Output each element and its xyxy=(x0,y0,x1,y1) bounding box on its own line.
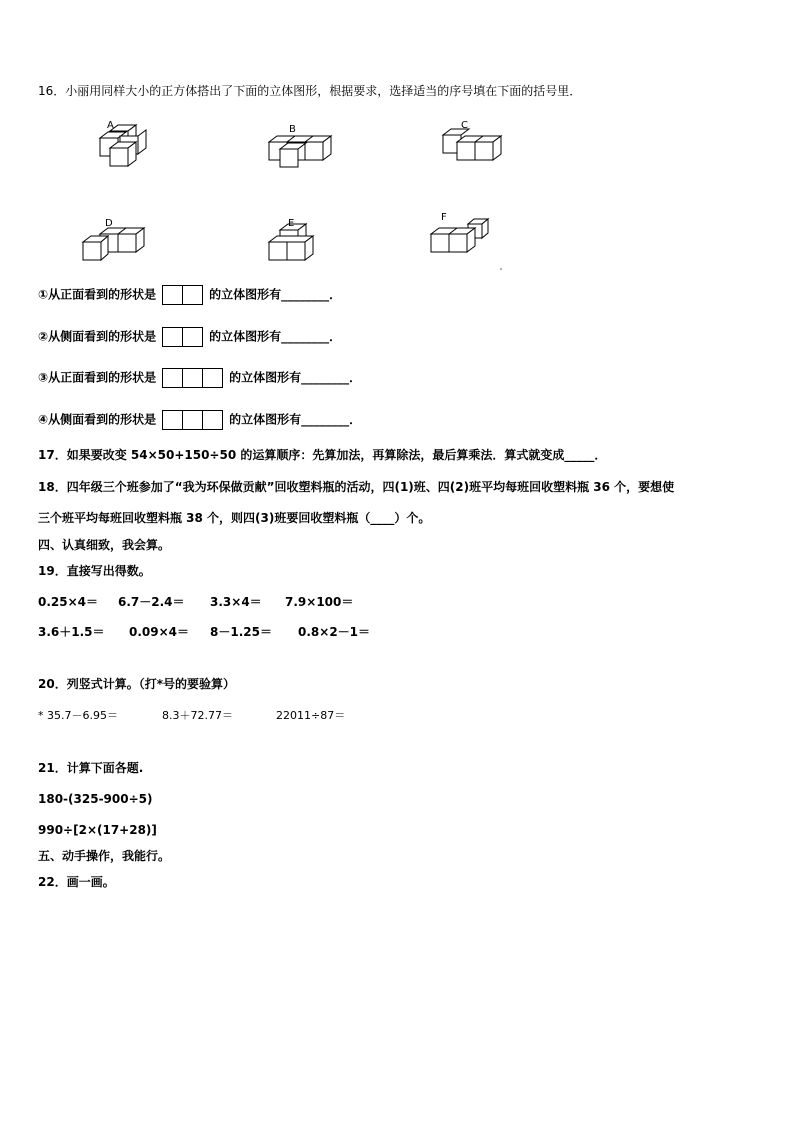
figure-f xyxy=(428,210,508,270)
figure-c xyxy=(440,118,504,168)
q19-item: 3.6＋1.5＝ xyxy=(38,625,105,639)
q19-title: 19．直接写出得数。 xyxy=(38,564,151,578)
figure-e-label: E xyxy=(288,218,295,229)
figure-d-label: D xyxy=(105,218,113,229)
figure-b xyxy=(266,122,336,172)
two-square-shape xyxy=(162,327,203,347)
q16-sub4-prefix: ④从侧面看到的形状是 xyxy=(38,412,157,427)
q22-text: 22．画一画。 xyxy=(38,875,115,889)
q16-sub2-prefix: ②从侧面看到的形状是 xyxy=(38,329,157,344)
section-5-heading: 五、动手操作，我能行。 xyxy=(38,849,171,863)
q16-sub3-suffix: 的立体图形有________． xyxy=(229,370,362,385)
figure-f-label: F xyxy=(441,212,447,223)
section-4-heading: 四、认真细致，我会算。 xyxy=(38,538,171,552)
q16-sub1-suffix: 的立体图形有________． xyxy=(209,287,342,302)
figure-a xyxy=(98,118,158,174)
q21-title: 21．计算下面各题. xyxy=(38,761,144,775)
q21-expression-2: 990÷[2×(17+28)] xyxy=(38,823,157,837)
q19-item: 0.25×4＝ xyxy=(38,595,99,609)
q19-item: 8－1.25＝ xyxy=(210,625,272,639)
q16-sub3-prefix: ③从正面看到的形状是 xyxy=(38,370,157,385)
q20-item: 8.3＋72.77＝ xyxy=(162,709,233,722)
figure-e xyxy=(266,216,326,266)
q18-line2: 三个班平均每班回收塑料瓶 38 个，则四(3)班要回收塑料瓶（____）个。 xyxy=(38,511,431,525)
q16-sub4-suffix: 的立体图形有________． xyxy=(229,412,362,427)
figure-d xyxy=(80,216,154,266)
figure-b-label: B xyxy=(289,124,296,135)
three-square-shape xyxy=(162,410,223,430)
figure-a-label: A xyxy=(107,120,114,131)
q19-item: 0.09×4＝ xyxy=(129,625,190,639)
q20-item: 22011÷87＝ xyxy=(276,709,346,722)
q16-text: 16．小丽用同样大小的正方体搭出了下面的立体图形，根据要求，选择适当的序号填在下面的括号里． xyxy=(38,84,582,98)
q18-line1: 18．四年级三个班参加了“我为环保做贡献”回收塑料瓶的活动，四(1)班、四(2)班平均每班回收塑料瓶 36 个，要想使 xyxy=(38,480,675,494)
q20-title: 20．列竖式计算。（打*号的要验算） xyxy=(38,677,235,691)
q16-sub2 xyxy=(38,327,341,347)
q16-sub4 xyxy=(38,410,361,430)
q19-item: 3.3×4＝ xyxy=(210,595,262,609)
figure-c-label: C xyxy=(461,120,468,131)
q19-item: 7.9×100＝ xyxy=(285,595,354,609)
q16-sub2-suffix: 的立体图形有________． xyxy=(209,329,342,344)
q19-item: 0.8×2－1＝ xyxy=(298,625,371,639)
q16-sub1 xyxy=(38,285,341,305)
q19-item: 6.7－2.4＝ xyxy=(118,595,185,609)
two-square-shape xyxy=(162,285,203,305)
q16-sub3 xyxy=(38,368,361,388)
q21-expression-1: 180-(325-900÷5) xyxy=(38,792,153,806)
q20-item: * 35.7－6.95＝ xyxy=(38,709,118,722)
q16-sub1-prefix: ①从正面看到的形状是 xyxy=(38,287,157,302)
q17-text: 17．如果要改变 54×50+150÷50 的运算顺序：先算加法，再算除法，最后算乘法．算式就变成_____． xyxy=(38,448,607,462)
three-square-shape xyxy=(162,368,223,388)
